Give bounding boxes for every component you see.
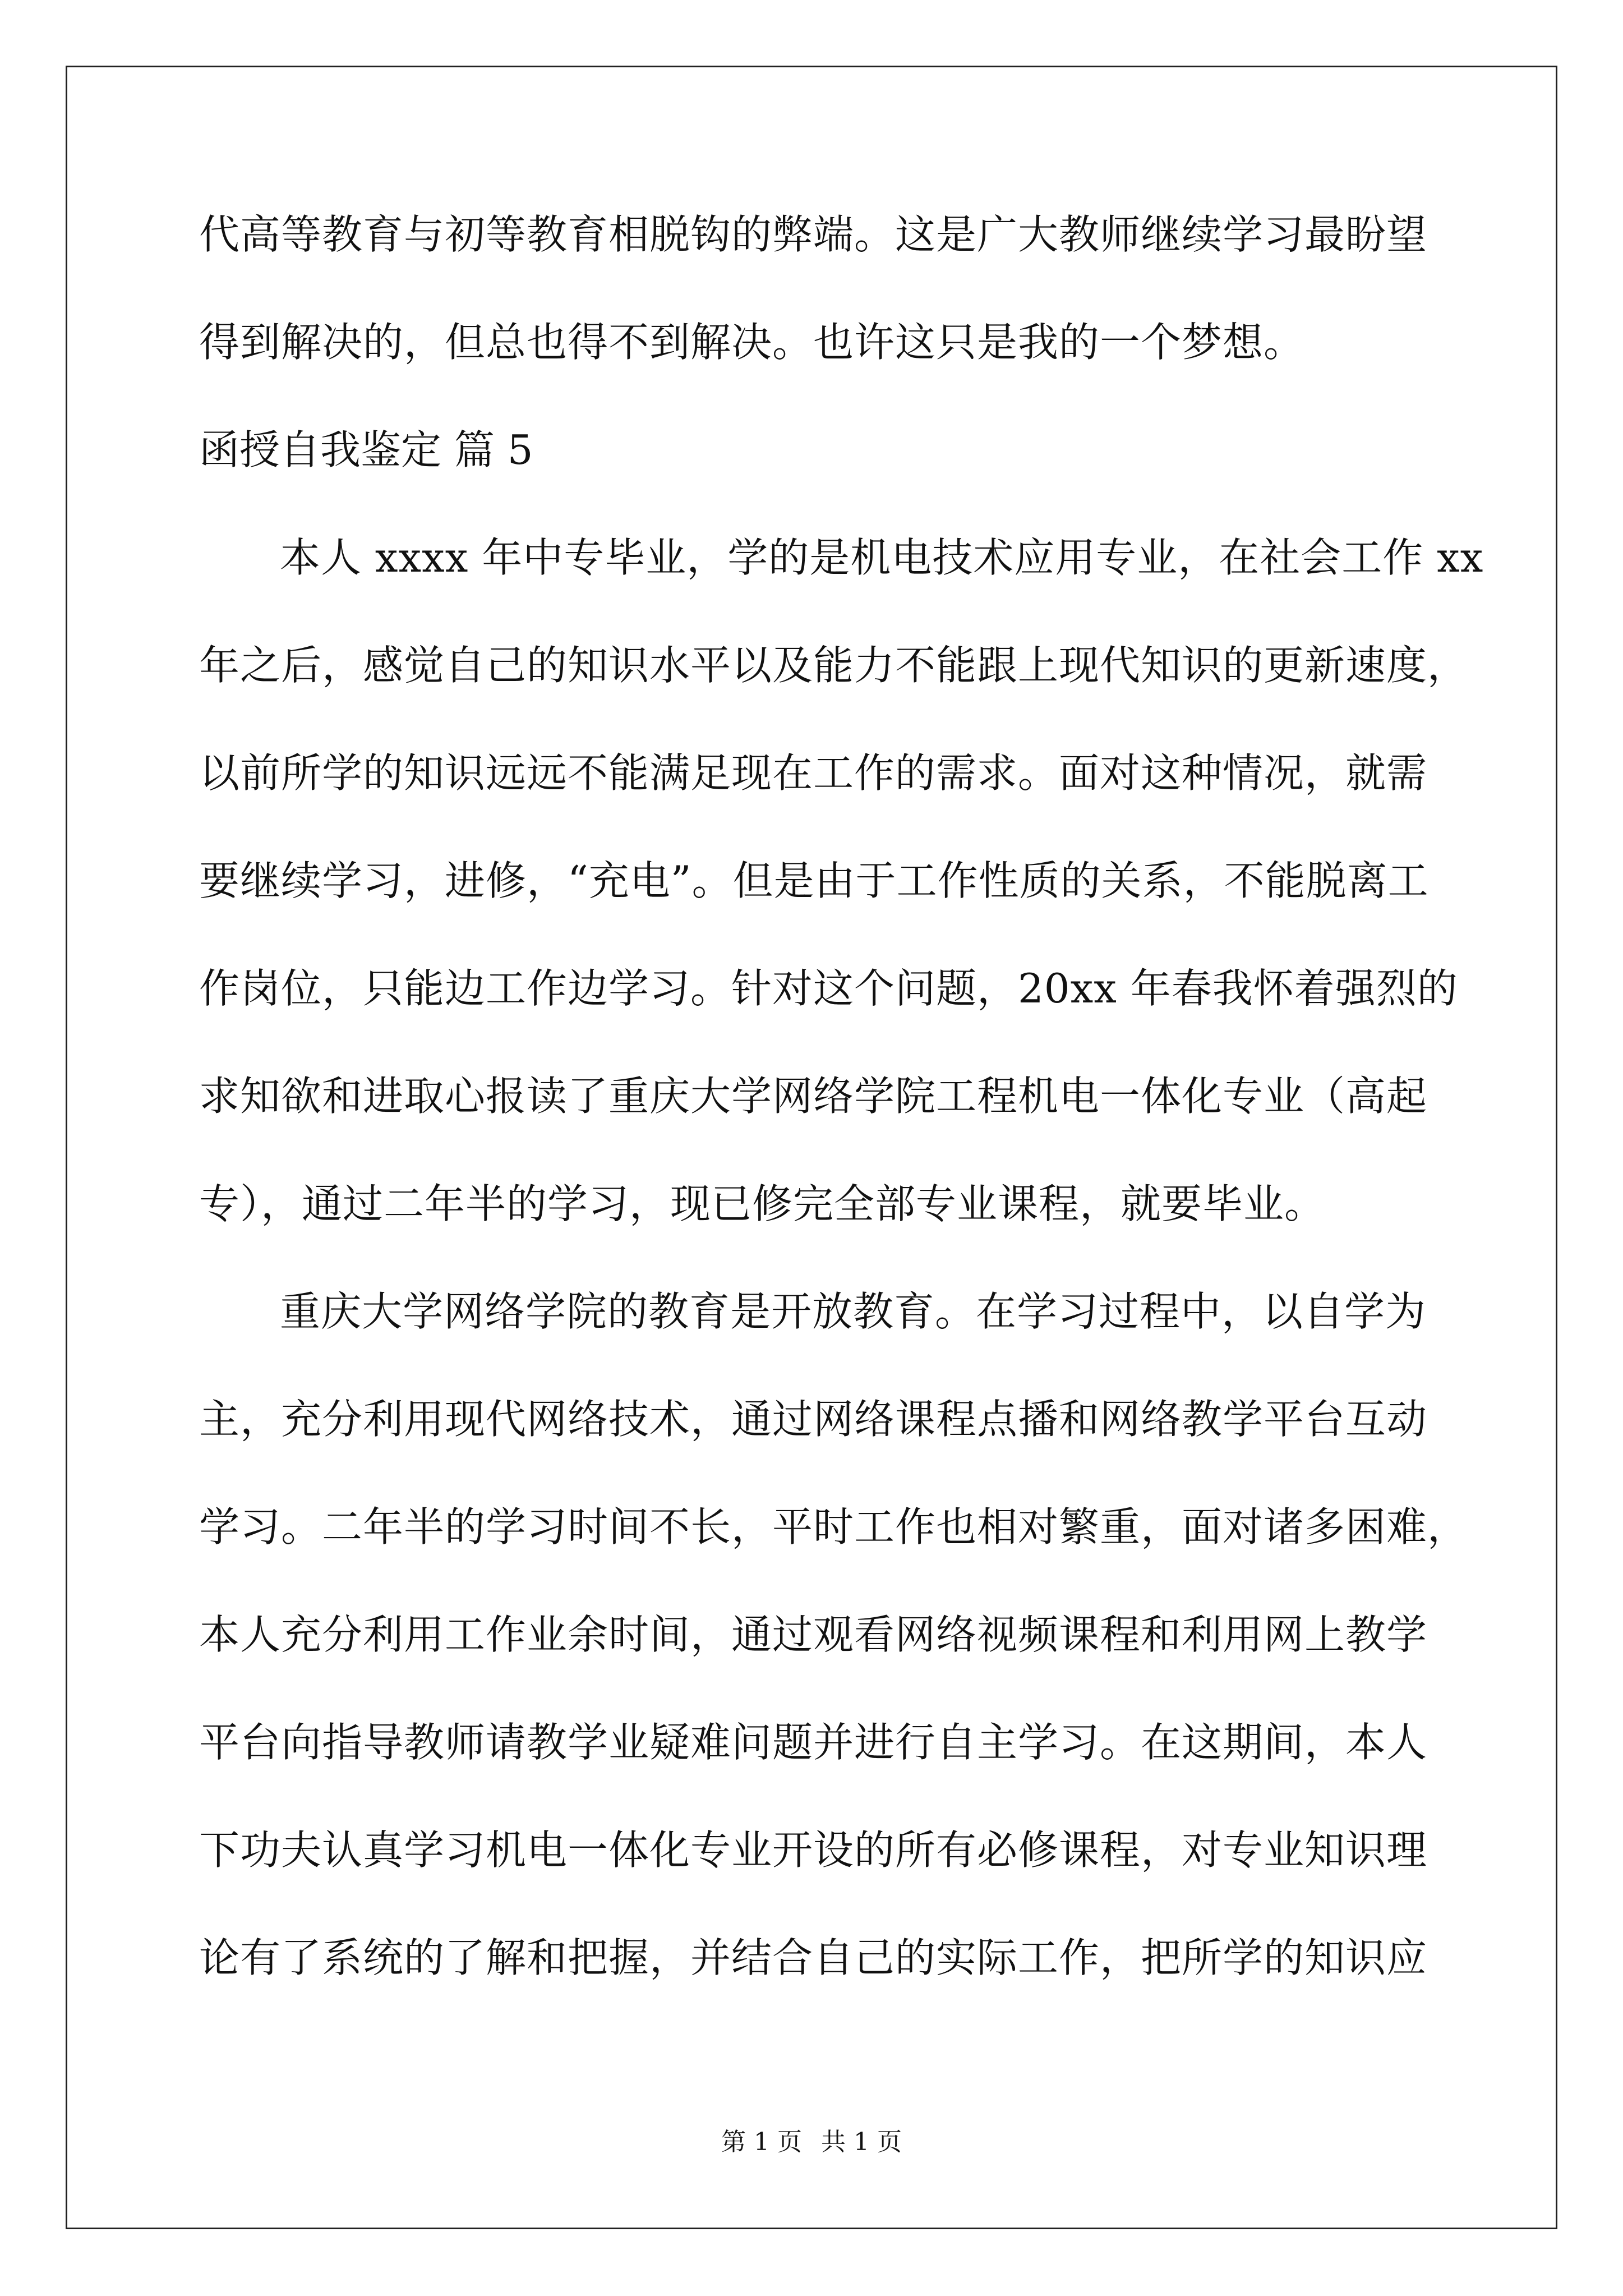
body-line: 作岗位，只能边工作边学习。针对这个问题，20xx 年春我怀着强烈的 [199, 965, 1458, 1012]
section-heading: 函授自我鉴定 篇 5 [199, 426, 533, 473]
body-line: 本人充分利用工作业余时间，通过观看网络视频课程和利用网上教学 [199, 1611, 1428, 1658]
body-line: 平台向指导教师请教学业疑难问题并进行自主学习。在这期间，本人 [199, 1719, 1428, 1766]
body-line: 得到解决的，但总也得不到解决。也许这只是我的一个梦想。 [199, 319, 1305, 366]
body-line: 年之后，感觉自己的知识水平以及能力不能跟上现代知识的更新速度， [199, 642, 1469, 689]
body-line: 学习。二年半的学习时间不长，平时工作也相对繁重，面对诸多困难， [199, 1503, 1469, 1550]
paragraph-first-line: 重庆大学网络学院的教育是开放教育。在学习过程中，以自学为 [280, 1288, 1427, 1335]
body-line: 求知欲和进取心报读了重庆大学网络学院工程机电一体化专业（高起 [199, 1073, 1428, 1120]
page-number: 第 1 页 [721, 2128, 802, 2156]
page-footer [0, 2127, 1623, 2157]
body-line: 论有了系统的了解和把握，并结合自己的实际工作，把所学的知识应 [199, 1934, 1428, 1981]
body-line: 以前所学的知识远远不能满足现在工作的需求。面对这种情况，就需 [199, 749, 1428, 797]
document-body [199, 208, 1484, 2039]
body-line: 代高等教育与初等教育相脱钩的弊端。这是广大教师继续学习最盼望 [199, 211, 1428, 258]
body-line: 要继续学习，进修，“充电”。但是由于工作性质的关系，不能脱离工 [199, 857, 1429, 904]
body-line: 主，充分利用现代网络技术，通过网络课程点播和网络教学平台互动 [199, 1396, 1428, 1443]
page-total: 共 1 页 [821, 2128, 902, 2156]
body-line: 下功夫认真学习机电一体化专业开设的所有必修课程，对专业知识理 [199, 1826, 1428, 1874]
body-line: 专），通过二年半的学习，现已修完全部专业课程，就要毕业。 [199, 1180, 1326, 1227]
paragraph-first-line: 本人 xxxx 年中专毕业，学的是机电技术应用专业，在社会工作 xx [280, 534, 1484, 581]
